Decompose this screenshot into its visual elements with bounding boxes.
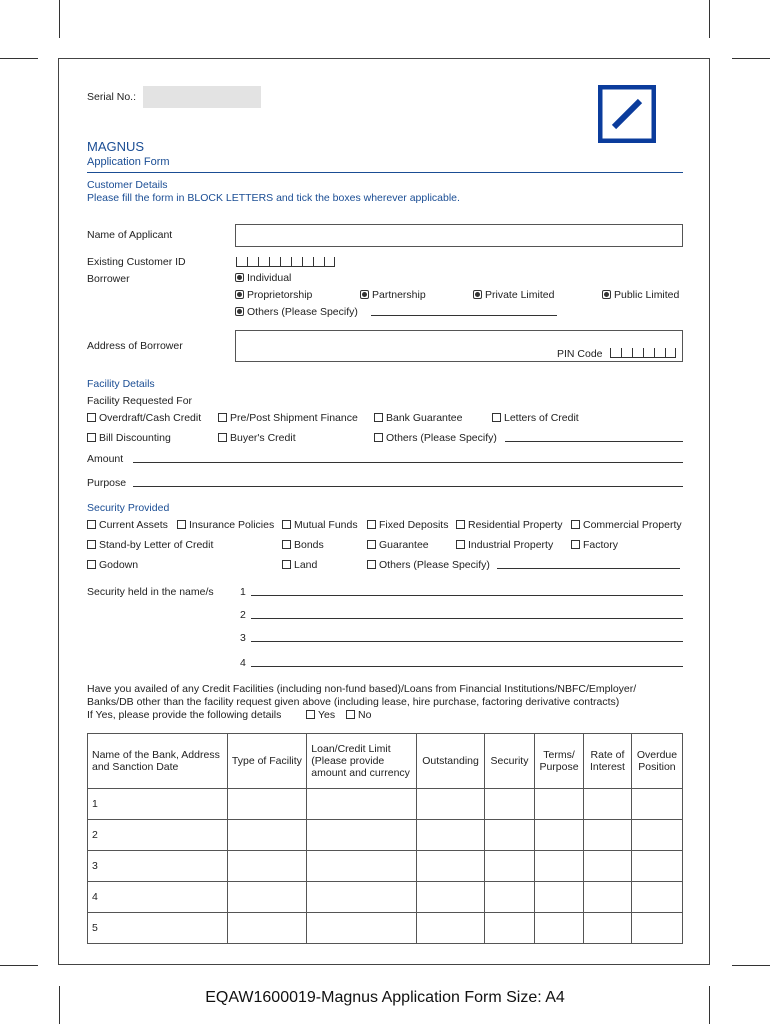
facility-buyers-credit-checkbox[interactable]: Buyer's Credit — [218, 432, 296, 444]
table-cell[interactable] — [485, 820, 535, 851]
security-others-checkbox[interactable]: Others (Please Specify) — [367, 559, 490, 571]
security-bonds-checkbox[interactable]: Bonds — [282, 539, 324, 551]
customer-details-heading: Customer Details — [87, 179, 168, 191]
credit-question-line: Have you availed of any Credit Facilities (including non-fund based)/Loans from Financial Institutions/NBFC/Employer/ — [87, 683, 637, 695]
held-name-line[interactable] — [251, 666, 683, 667]
security-insurance-checkbox[interactable]: Insurance Policies — [177, 519, 274, 531]
purpose-label: Purpose — [87, 477, 127, 489]
security-factory-checkbox[interactable]: Factory — [571, 539, 618, 551]
checkbox-icon — [346, 710, 355, 719]
checkbox-icon — [571, 540, 580, 549]
table-cell[interactable] — [417, 851, 485, 882]
table-row — [88, 851, 683, 882]
security-commercial-checkbox[interactable]: Commercial Property — [571, 519, 682, 531]
table-cell[interactable] — [307, 851, 417, 882]
header-text: Loan/Credit Limit — [311, 743, 391, 755]
checkbox-icon — [367, 540, 376, 549]
table-cell[interactable] — [631, 851, 682, 882]
table-column-header — [307, 734, 417, 789]
held-line-number: 2 — [240, 609, 246, 621]
table-cell[interactable] — [417, 789, 485, 820]
table-cell[interactable] — [485, 913, 535, 944]
borrower-partnership-option[interactable]: Partnership — [360, 289, 426, 301]
header-text: Position — [638, 761, 676, 773]
table-cell[interactable] — [307, 820, 417, 851]
amount-line[interactable] — [133, 462, 683, 463]
checkbox-icon — [282, 520, 291, 529]
held-name-line[interactable] — [251, 618, 683, 619]
crop-mark — [709, 0, 710, 38]
borrower-public-limited-option[interactable]: Public Limited — [602, 289, 679, 301]
pin-code-field[interactable] — [610, 346, 676, 358]
held-line-number: 3 — [240, 632, 246, 644]
table-cell[interactable] — [583, 789, 631, 820]
borrower-private-limited-option[interactable]: Private Limited — [473, 289, 554, 301]
table-column-header — [417, 734, 485, 789]
radio-icon — [602, 290, 611, 299]
product-title: MAGNUS — [87, 139, 145, 154]
security-held-label: Security held in the name/s — [87, 586, 214, 598]
credit-question-line: Banks/DB other than the facility request given above (including lease, hire purchase, factoring derivative contracts) — [87, 696, 620, 708]
crop-mark — [59, 0, 60, 38]
checkbox-icon — [374, 433, 383, 442]
credit-no-checkbox[interactable]: No — [346, 709, 371, 721]
header-text: Purpose — [539, 761, 579, 773]
row-number-cell[interactable]: 5 — [88, 913, 228, 944]
checkbox-icon — [456, 520, 465, 529]
table-column-header — [227, 734, 307, 789]
radio-icon — [473, 290, 482, 299]
serial-label: Serial No.: — [87, 91, 137, 103]
table-cell[interactable] — [227, 820, 307, 851]
checkbox-icon — [282, 560, 291, 569]
table-column-header — [88, 734, 228, 789]
radio-icon — [235, 273, 244, 282]
serial-field[interactable] — [143, 86, 261, 108]
held-name-line[interactable] — [251, 641, 683, 642]
header-rule — [87, 172, 683, 173]
held-name-line[interactable] — [251, 595, 683, 596]
security-godown-checkbox[interactable]: Godown — [87, 559, 138, 571]
checkbox-icon — [456, 540, 465, 549]
pin-label: PIN Code — [557, 348, 603, 360]
header-text: Terms/ — [543, 749, 575, 761]
security-mutual-funds-checkbox[interactable]: Mutual Funds — [282, 519, 358, 531]
held-line-number: 4 — [240, 657, 246, 669]
table-cell[interactable] — [535, 851, 584, 882]
crop-mark — [732, 965, 770, 966]
header-text: amount and currency — [311, 767, 410, 779]
amount-label: Amount — [87, 453, 124, 465]
table-cell[interactable] — [417, 913, 485, 944]
name-label: Name of Applicant — [87, 229, 173, 241]
facility-others-checkbox[interactable]: Others (Please Specify) — [374, 432, 497, 444]
radio-icon — [235, 307, 244, 316]
borrower-others-option[interactable]: Others (Please Specify) — [235, 306, 358, 318]
checkbox-icon — [177, 520, 186, 529]
table-row — [88, 789, 683, 820]
security-standby-lc-checkbox[interactable]: Stand-by Letter of Credit — [87, 539, 213, 551]
crop-mark — [0, 58, 38, 59]
facility-others-line[interactable] — [505, 441, 683, 442]
address-label: Address of Borrower — [87, 340, 183, 352]
checkbox-icon — [87, 540, 96, 549]
row-number-cell[interactable]: 4 — [88, 882, 228, 913]
table-cell[interactable] — [583, 882, 631, 913]
table-cell[interactable] — [535, 820, 584, 851]
header-text: and Sanction Date — [92, 761, 179, 773]
borrower-others-line[interactable] — [371, 315, 557, 316]
checkbox-icon — [282, 540, 291, 549]
checkbox-icon — [492, 413, 501, 422]
header-text: Overdue — [636, 749, 678, 761]
table-cell[interactable] — [583, 851, 631, 882]
table-row — [88, 820, 683, 851]
security-industrial-checkbox[interactable]: Industrial Property — [456, 539, 553, 551]
table-cell[interactable] — [631, 882, 682, 913]
borrower-label: Borrower — [87, 273, 130, 285]
checkbox-icon — [87, 433, 96, 442]
row-number-cell[interactable]: 1 — [88, 789, 228, 820]
header-text: Name of the Bank, Address — [92, 749, 220, 761]
table-cell[interactable] — [631, 820, 682, 851]
held-line-number: 1 — [240, 586, 246, 598]
table-cell[interactable] — [417, 882, 485, 913]
table-cell[interactable] — [307, 882, 417, 913]
facility-requested-label: Facility Requested For — [87, 395, 193, 407]
security-others-line[interactable] — [497, 568, 680, 569]
table-column-header — [631, 734, 682, 789]
table-column-header — [485, 734, 535, 789]
table-cell[interactable] — [485, 882, 535, 913]
credit-facilities-table — [87, 733, 683, 944]
table-cell[interactable] — [535, 913, 584, 944]
checkbox-icon — [571, 520, 580, 529]
security-residential-checkbox[interactable]: Residential Property — [456, 519, 563, 531]
name-field[interactable] — [235, 224, 683, 247]
header-text: Interest — [589, 761, 625, 773]
table-cell[interactable] — [535, 789, 584, 820]
header-text: Type of Facility — [231, 755, 302, 767]
table-column-header — [535, 734, 584, 789]
borrower-individual-option[interactable]: Individual — [235, 272, 291, 284]
customer-id-field[interactable] — [236, 255, 335, 267]
checkbox-icon — [218, 413, 227, 422]
checkbox-icon — [367, 520, 376, 529]
table-cell[interactable] — [485, 851, 535, 882]
purpose-line[interactable] — [133, 486, 683, 487]
security-current-assets-checkbox[interactable]: Current Assets — [87, 519, 168, 531]
table-cell[interactable] — [227, 789, 307, 820]
footer-text: EQAW1600019-Magnus Application Form Size: A4 — [205, 989, 565, 1006]
facility-overdraft-checkbox[interactable]: Overdraft/Cash Credit — [87, 412, 201, 424]
table-cell[interactable] — [535, 882, 584, 913]
table-cell[interactable] — [307, 913, 417, 944]
radio-icon — [235, 290, 244, 299]
security-fixed-deposits-checkbox[interactable]: Fixed Deposits — [367, 519, 448, 531]
table-cell[interactable] — [631, 913, 682, 944]
row-number-cell[interactable]: 2 — [88, 820, 228, 851]
crop-mark — [0, 965, 38, 966]
table-cell[interactable] — [583, 820, 631, 851]
table-header-row — [88, 734, 683, 789]
radio-icon — [360, 290, 369, 299]
facility-details-heading: Facility Details — [87, 378, 155, 390]
security-heading: Security Provided — [87, 502, 170, 514]
header-text: Outstanding — [422, 755, 479, 767]
security-guarantee-checkbox[interactable]: Guarantee — [367, 539, 429, 551]
table-cell[interactable] — [227, 913, 307, 944]
table-cell[interactable] — [227, 851, 307, 882]
credit-question-line: If Yes, please provide the following details — [87, 709, 282, 721]
header-text: Rate of — [590, 749, 625, 761]
checkbox-icon — [306, 710, 315, 719]
table-body — [88, 789, 683, 944]
security-land-checkbox[interactable]: Land — [282, 559, 317, 571]
facility-letters-of-credit-checkbox[interactable]: Letters of Credit — [492, 412, 579, 424]
facility-bill-discounting-checkbox[interactable]: Bill Discounting — [87, 432, 171, 444]
table-cell[interactable] — [307, 789, 417, 820]
table-cell[interactable] — [417, 820, 485, 851]
facility-shipment-checkbox[interactable]: Pre/Post Shipment Finance — [218, 412, 358, 424]
customer-id-label: Existing Customer ID — [87, 256, 186, 268]
crop-mark — [732, 58, 770, 59]
facility-bank-guarantee-checkbox[interactable]: Bank Guarantee — [374, 412, 462, 424]
table-row — [88, 882, 683, 913]
bank-logo-icon — [598, 85, 656, 143]
table-cell[interactable] — [631, 789, 682, 820]
checkbox-icon — [374, 413, 383, 422]
checkbox-icon — [87, 413, 96, 422]
customer-instruction: Please fill the form in BLOCK LETTERS and tick the boxes wherever applicable. — [87, 192, 460, 204]
row-number-cell[interactable]: 3 — [88, 851, 228, 882]
borrower-proprietorship-option[interactable]: Proprietorship — [235, 289, 312, 301]
form-subtitle: Application Form — [87, 156, 170, 168]
table-cell[interactable] — [227, 882, 307, 913]
checkbox-icon — [87, 560, 96, 569]
table-column-header — [583, 734, 631, 789]
checkbox-icon — [367, 560, 376, 569]
checkbox-icon — [87, 520, 96, 529]
header-text: (Please provide — [311, 755, 385, 767]
credit-yes-checkbox[interactable]: Yes — [306, 709, 335, 721]
table-row — [88, 913, 683, 944]
checkbox-icon — [218, 433, 227, 442]
header-text: Security — [490, 755, 529, 767]
table-cell[interactable] — [583, 913, 631, 944]
table-cell[interactable] — [485, 789, 535, 820]
